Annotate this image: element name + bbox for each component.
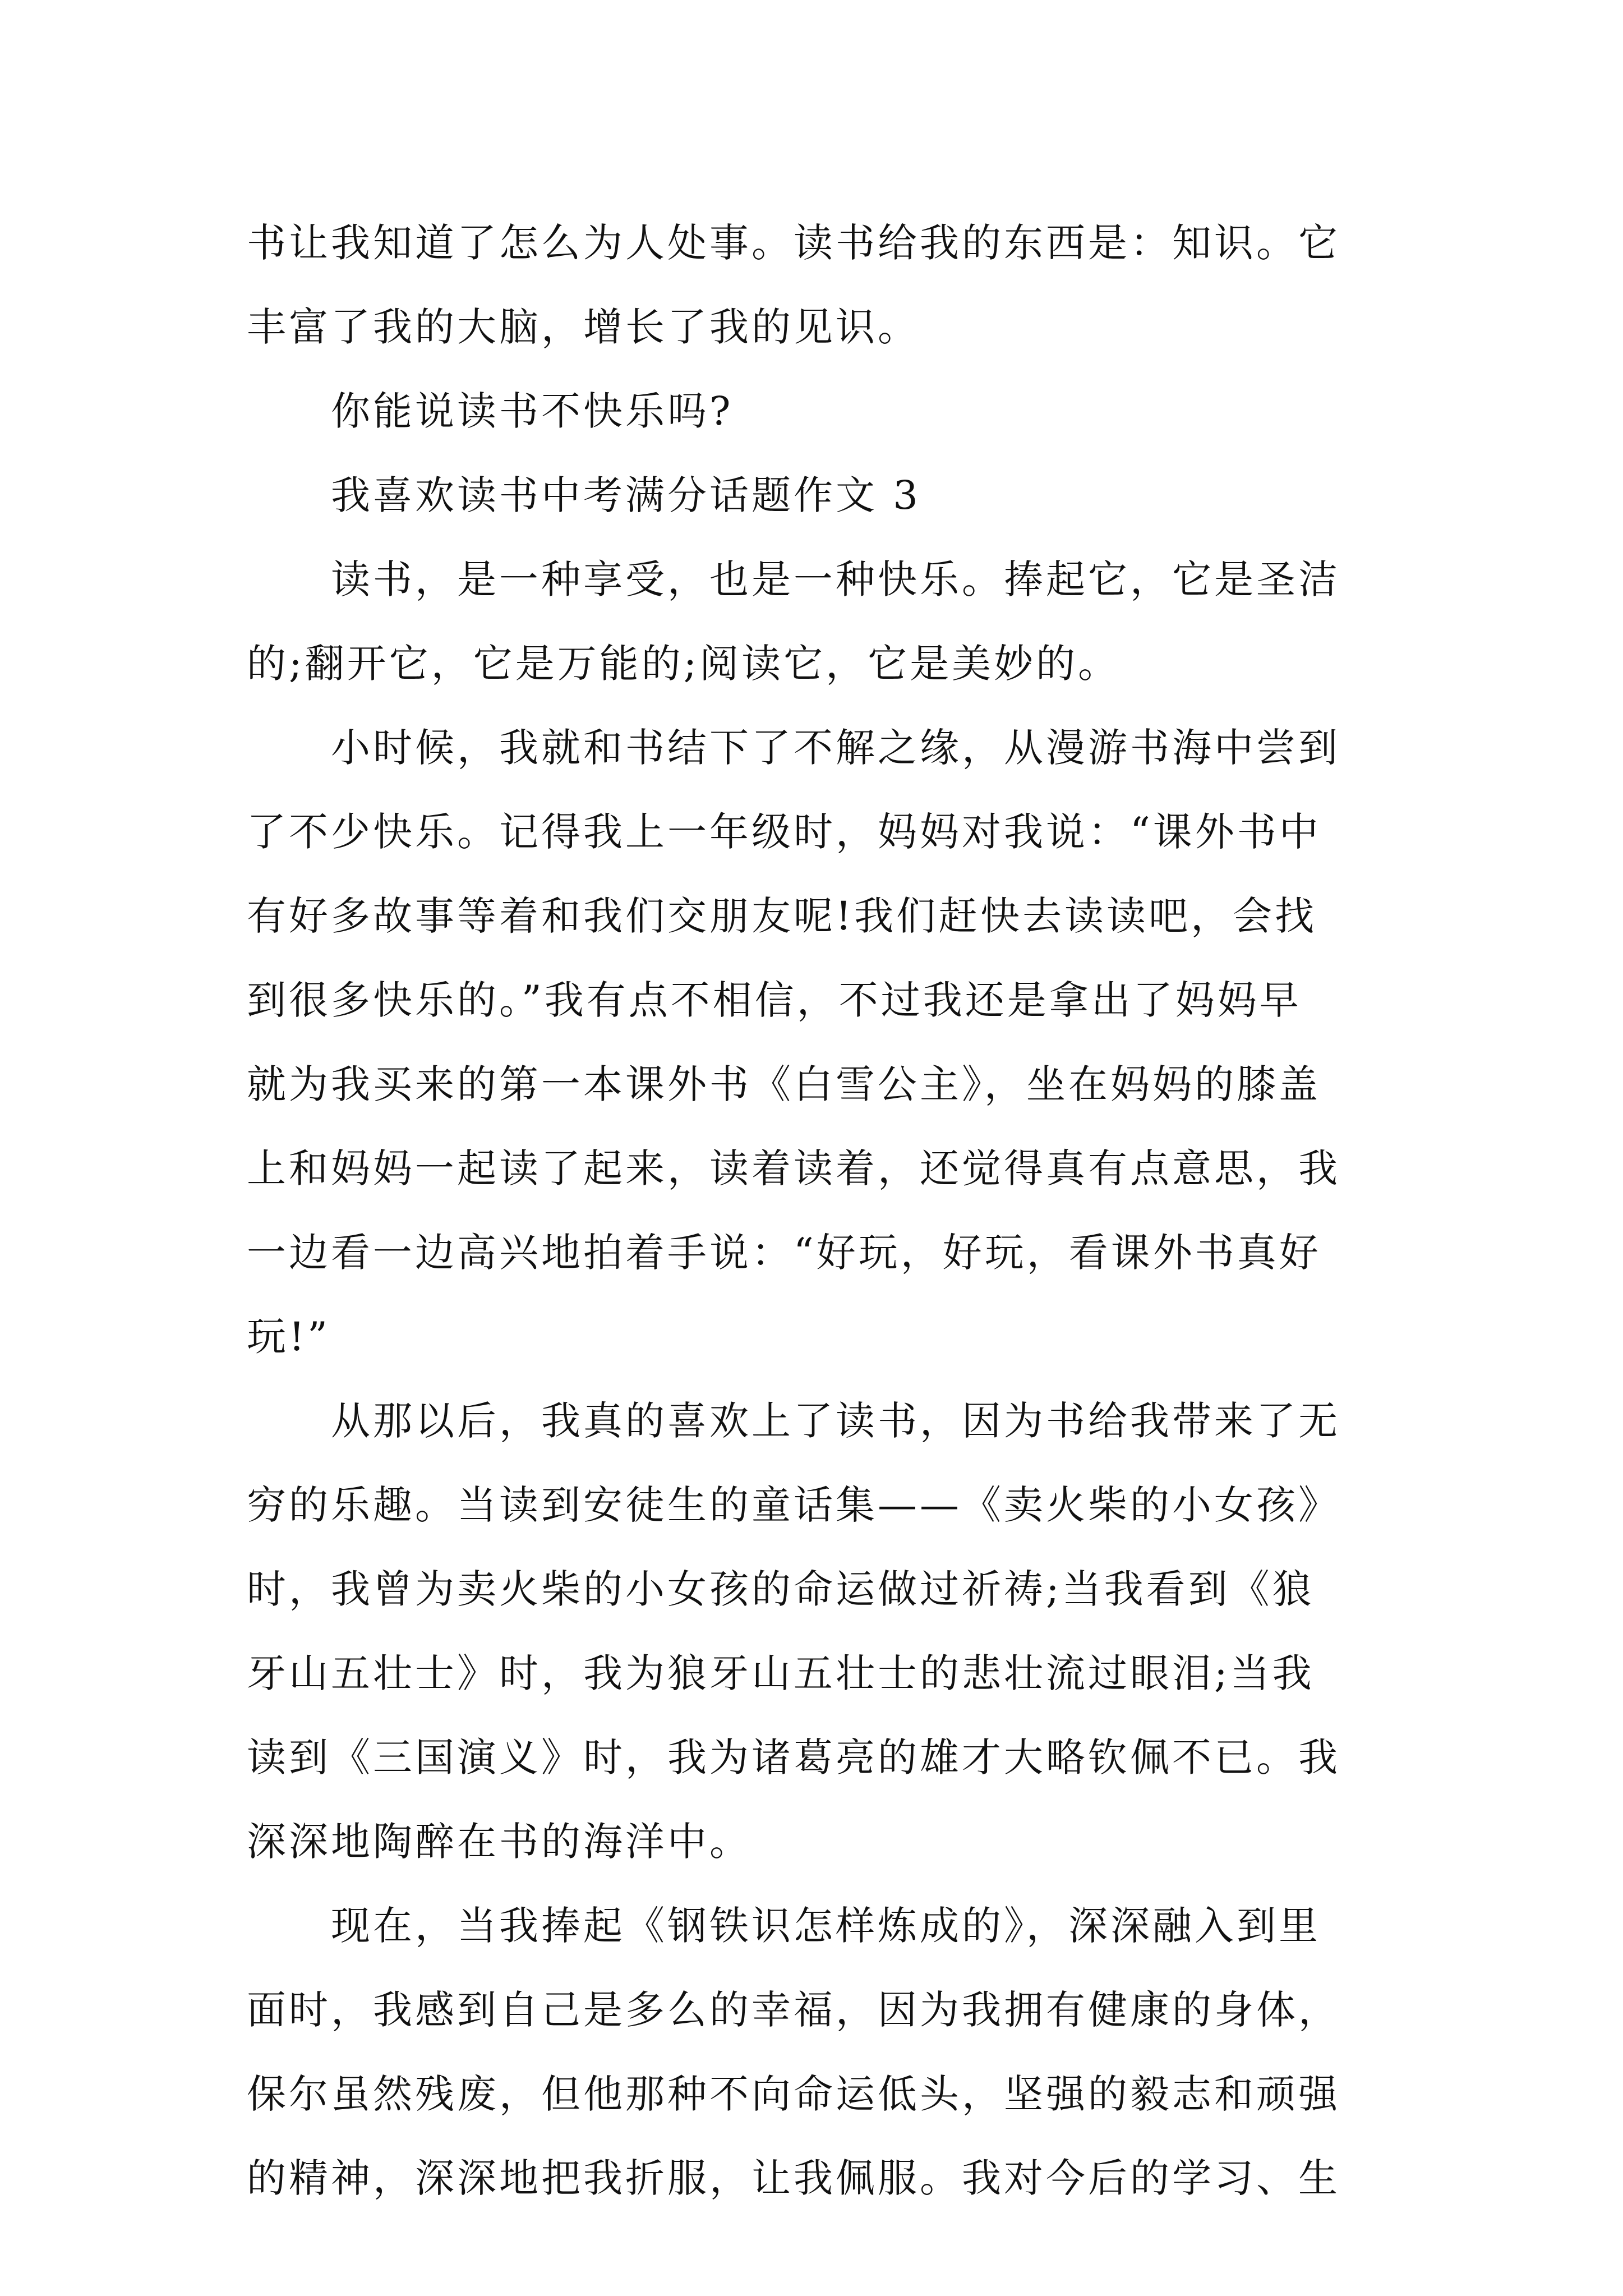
text-line: 从那以后，我真的喜欢上了读书，因为书给我带来了无 bbox=[331, 1398, 1340, 1444]
text-line: 的;翻开它，它是万能的;阅读它，它是美妙的。 bbox=[247, 641, 1121, 687]
text-line: 时，我曾为卖火柴的小女孩的命运做过祈祷;当我看到《狼 bbox=[247, 1566, 1315, 1612]
text-line: 穷的乐趣。当读到安徒生的童话集——《卖火柴的小女孩》 bbox=[247, 1482, 1340, 1528]
text-line: 有好多故事等着和我们交朋友呢!我们赶快去读读吧，会找 bbox=[247, 893, 1317, 939]
text-line: 丰富了我的大脑，增长了我的见识。 bbox=[247, 304, 920, 350]
document-body bbox=[247, 201, 1391, 2220]
text-line: 读书，是一种享受，也是一种快乐。捧起它，它是圣洁 bbox=[331, 556, 1340, 602]
text-line: 深深地陶醉在书的海洋中。 bbox=[247, 1819, 751, 1865]
text-line: 牙山五壮士》时，我为狼牙山五壮士的悲壮流过眼泪;当我 bbox=[247, 1650, 1315, 1696]
text-line: 现在，当我捧起《钢铁识怎样炼成的》，深深融入到里 bbox=[331, 1903, 1321, 1949]
text-line: 书让我知道了怎么为人处事。读书给我的东西是：知识。它 bbox=[247, 220, 1340, 266]
text-line: 玩!” bbox=[247, 1314, 330, 1360]
text-line: 保尔虽然残废，但他那种不向命运低头，坚强的毅志和顽强 bbox=[247, 2071, 1340, 2117]
text-line: 的精神，深深地把我折服，让我佩服。我对今后的学习、生 bbox=[247, 2155, 1340, 2201]
text-line: 就为我买来的第一本课外书《白雪公主》，坐在妈妈的膝盖 bbox=[247, 1061, 1321, 1107]
text-line: 了不少快乐。记得我上一年级时，妈妈对我说：“课外书中 bbox=[247, 809, 1321, 855]
text-line: 面时，我感到自己是多么的幸福，因为我拥有健康的身体， bbox=[247, 1987, 1340, 2033]
text-line: 你能说读书不快乐吗? bbox=[331, 388, 734, 434]
text-line: 到很多快乐的。”我有点不相信，不过我还是拿出了妈妈早 bbox=[247, 977, 1302, 1023]
essay-heading: 我喜欢读书中考满分话题作文 3 bbox=[331, 472, 921, 518]
text-line: 读到《三国演义》时，我为诸葛亮的雄才大略钦佩不已。我 bbox=[247, 1734, 1340, 1780]
text-line: 小时候，我就和书结下了不解之缘，从漫游书海中尝到 bbox=[331, 725, 1340, 771]
text-line: 上和妈妈一起读了起来，读着读着，还觉得真有点意思，我 bbox=[247, 1145, 1340, 1191]
text-line: 一边看一边高兴地拍着手说：“好玩，好玩，看课外书真好 bbox=[247, 1230, 1321, 1276]
